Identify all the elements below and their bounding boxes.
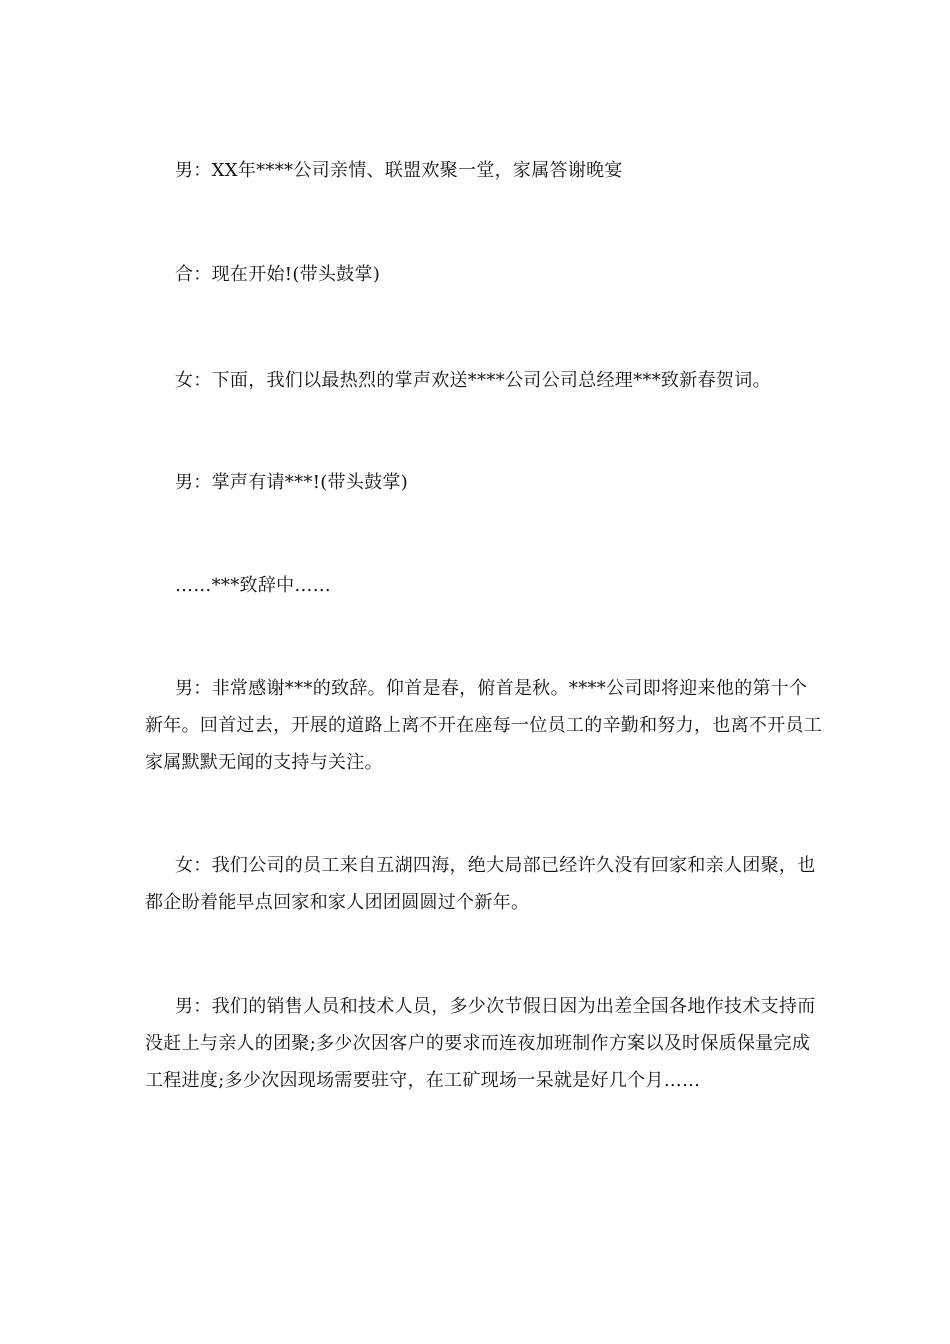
- paragraph-male-applause: 男：掌声有请***!(带头鼓掌): [175, 472, 409, 493]
- paragraph-together-start: 合：现在开始!(带头鼓掌): [175, 264, 381, 285]
- paragraph-male-staff: 男：我们的销售人员和技术人员，多少次节假日因为出差全国各地作技术支持而没赶上与亲人的团聚;多少次因客户的要求而连夜加班制作方案以及时保质保量完成工程进度;多少次因现场需要驻守，在工矿现场一呆就是好几个月……: [145, 996, 816, 1091]
- paragraph-opening-male: 男：XX年****公司亲情、联盟欢聚一堂，家属答谢晚宴: [175, 160, 623, 181]
- paragraph-speech-in-progress: ……***致辞中……: [175, 575, 331, 596]
- paragraph-female-employees: 女：我们公司的员工来自五湖四海，绝大局部已经许久没有回家和亲人团聚，也都企盼着能早点回家和家人团团圆圆过个新年。: [145, 855, 816, 913]
- paragraph-male-thanks: 男：非常感谢***的致辞。仰首是春，俯首是秋。****公司即将迎来他的第十个新年。回首过去，开展的道路上离不开在座每一位员工的辛勤和努力，也离不开员工家属默默无闻的支持与关注。: [145, 678, 823, 773]
- paragraph-female-invite: 女：下面，我们以最热烈的掌声欢送****公司公司总经理***致新春贺词。: [175, 370, 771, 391]
